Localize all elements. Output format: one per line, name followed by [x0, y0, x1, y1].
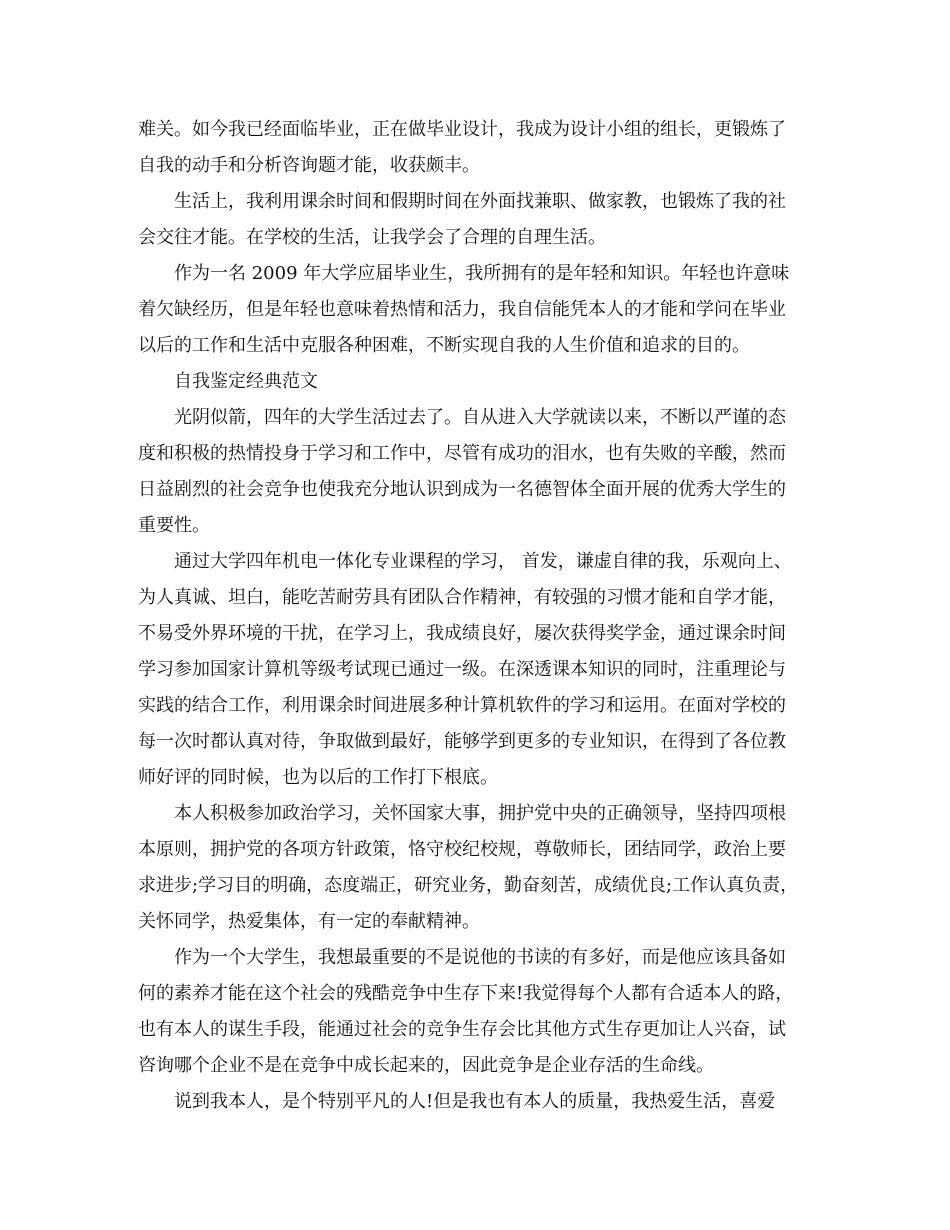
text-line-17: 实践的结合工作，利用课余时间进展多种计算机软件的学习和运用。在面对学校的 — [138, 695, 786, 716]
text-line-24: 作为一个大学生，我想最重要的不是说他的书读的有多好，而是他应该具备如 — [174, 947, 786, 968]
text-line-15: 不易受外界环境的干扰，在学习上，我成绩良好，屡次获得奖学金，通过课余时间 — [138, 623, 786, 644]
text-line-26: 也有本人的谋生手段，能通过社会的竞争生存会比其他方式生存更加让人兴奋，试 — [138, 1019, 786, 1040]
text-line-13: 通过大学四年机电一体化专业课程的学习， 首发，谦虚自律的我，乐观向上、 — [174, 551, 792, 572]
text-line-18: 每一次时都认真对待，争取做到最好，能够学到更多的专业知识，在得到了各位教 — [138, 731, 786, 752]
section-heading: 自我鉴定经典范文 — [174, 371, 318, 392]
document-body — [138, 112, 828, 1120]
text-line-19: 师好评的同时候，也为以后的工作打下根底。 — [138, 767, 498, 788]
text-line-11: 日益剧烈的社会竞争也使我充分地认识到成为一名德智体全面开展的优秀大学生的 — [138, 479, 786, 500]
text-line-1: 难关。如今我已经面临毕业，正在做毕业设计，我成为设计小组的组长，更锻炼了 — [138, 119, 786, 140]
text-line-9: 光阴似箭，四年的大学生活过去了。自从进入大学就读以来，不断以严谨的态 — [174, 407, 786, 428]
text-line-22: 求进步;学习目的明确，态度端正，研究业务，勤奋刻苦，成绩优良;工作认真负责， — [138, 875, 799, 896]
text-line-10: 度和积极的热情投身于学习和工作中，尽管有成功的泪水，也有失败的辛酸，然而 — [138, 443, 786, 464]
text-line-16: 学习参加国家计算机等级考试现已通过一级。在深透课本知识的同时，注重理论与 — [138, 659, 786, 680]
text-line-4: 会交往才能。在学校的生活，让我学会了合理的自理生活。 — [138, 227, 606, 248]
text-line-14: 为人真诚、坦白，能吃苦耐劳具有团队合作精神，有较强的习惯才能和自学才能， — [138, 587, 786, 608]
text-line-21: 本原则，拥护党的各项方针政策，恪守校纪校规，尊敬师长，团结同学，政治上要 — [138, 839, 786, 860]
text-line-3: 生活上，我利用课余时间和假期时间在外面找兼职、做家教，也锻炼了我的社 — [174, 191, 786, 212]
text-line-7: 以后的工作和生活中克服各种困难，不断实现自我的人生价值和追求的目的。 — [138, 335, 750, 356]
text-line-27: 咨询哪个企业不是在竞争中成长起来的，因此竞争是企业存活的生命线。 — [138, 1055, 714, 1076]
text-line-5: 作为一名 2009 年大学应届毕业生，我所拥有的是年轻和知识。年轻也许意味 — [174, 263, 790, 284]
text-line-12: 重要性。 — [138, 515, 210, 536]
text-line-25: 何的素养才能在这个社会的残酷竞争中生存下来!我觉得每个人都有合适本人的路， — [138, 983, 794, 1004]
text-line-20: 本人积极参加政治学习，关怀国家大事，拥护党中央的正确领导，坚持四项根 — [174, 803, 786, 824]
text-line-2: 自我的动手和分析咨询题才能，收获颇丰。 — [138, 155, 480, 176]
text-line-28: 说到我本人，是个特别平凡的人!但是我也有本人的质量，我热爱生活，喜爱 — [174, 1091, 776, 1112]
text-line-23: 关怀同学，热爱集体，有一定的奉献精神。 — [138, 911, 480, 932]
text-line-6: 着欠缺经历，但是年轻也意味着热情和活力，我自信能凭本人的才能和学问在毕业 — [138, 299, 786, 320]
